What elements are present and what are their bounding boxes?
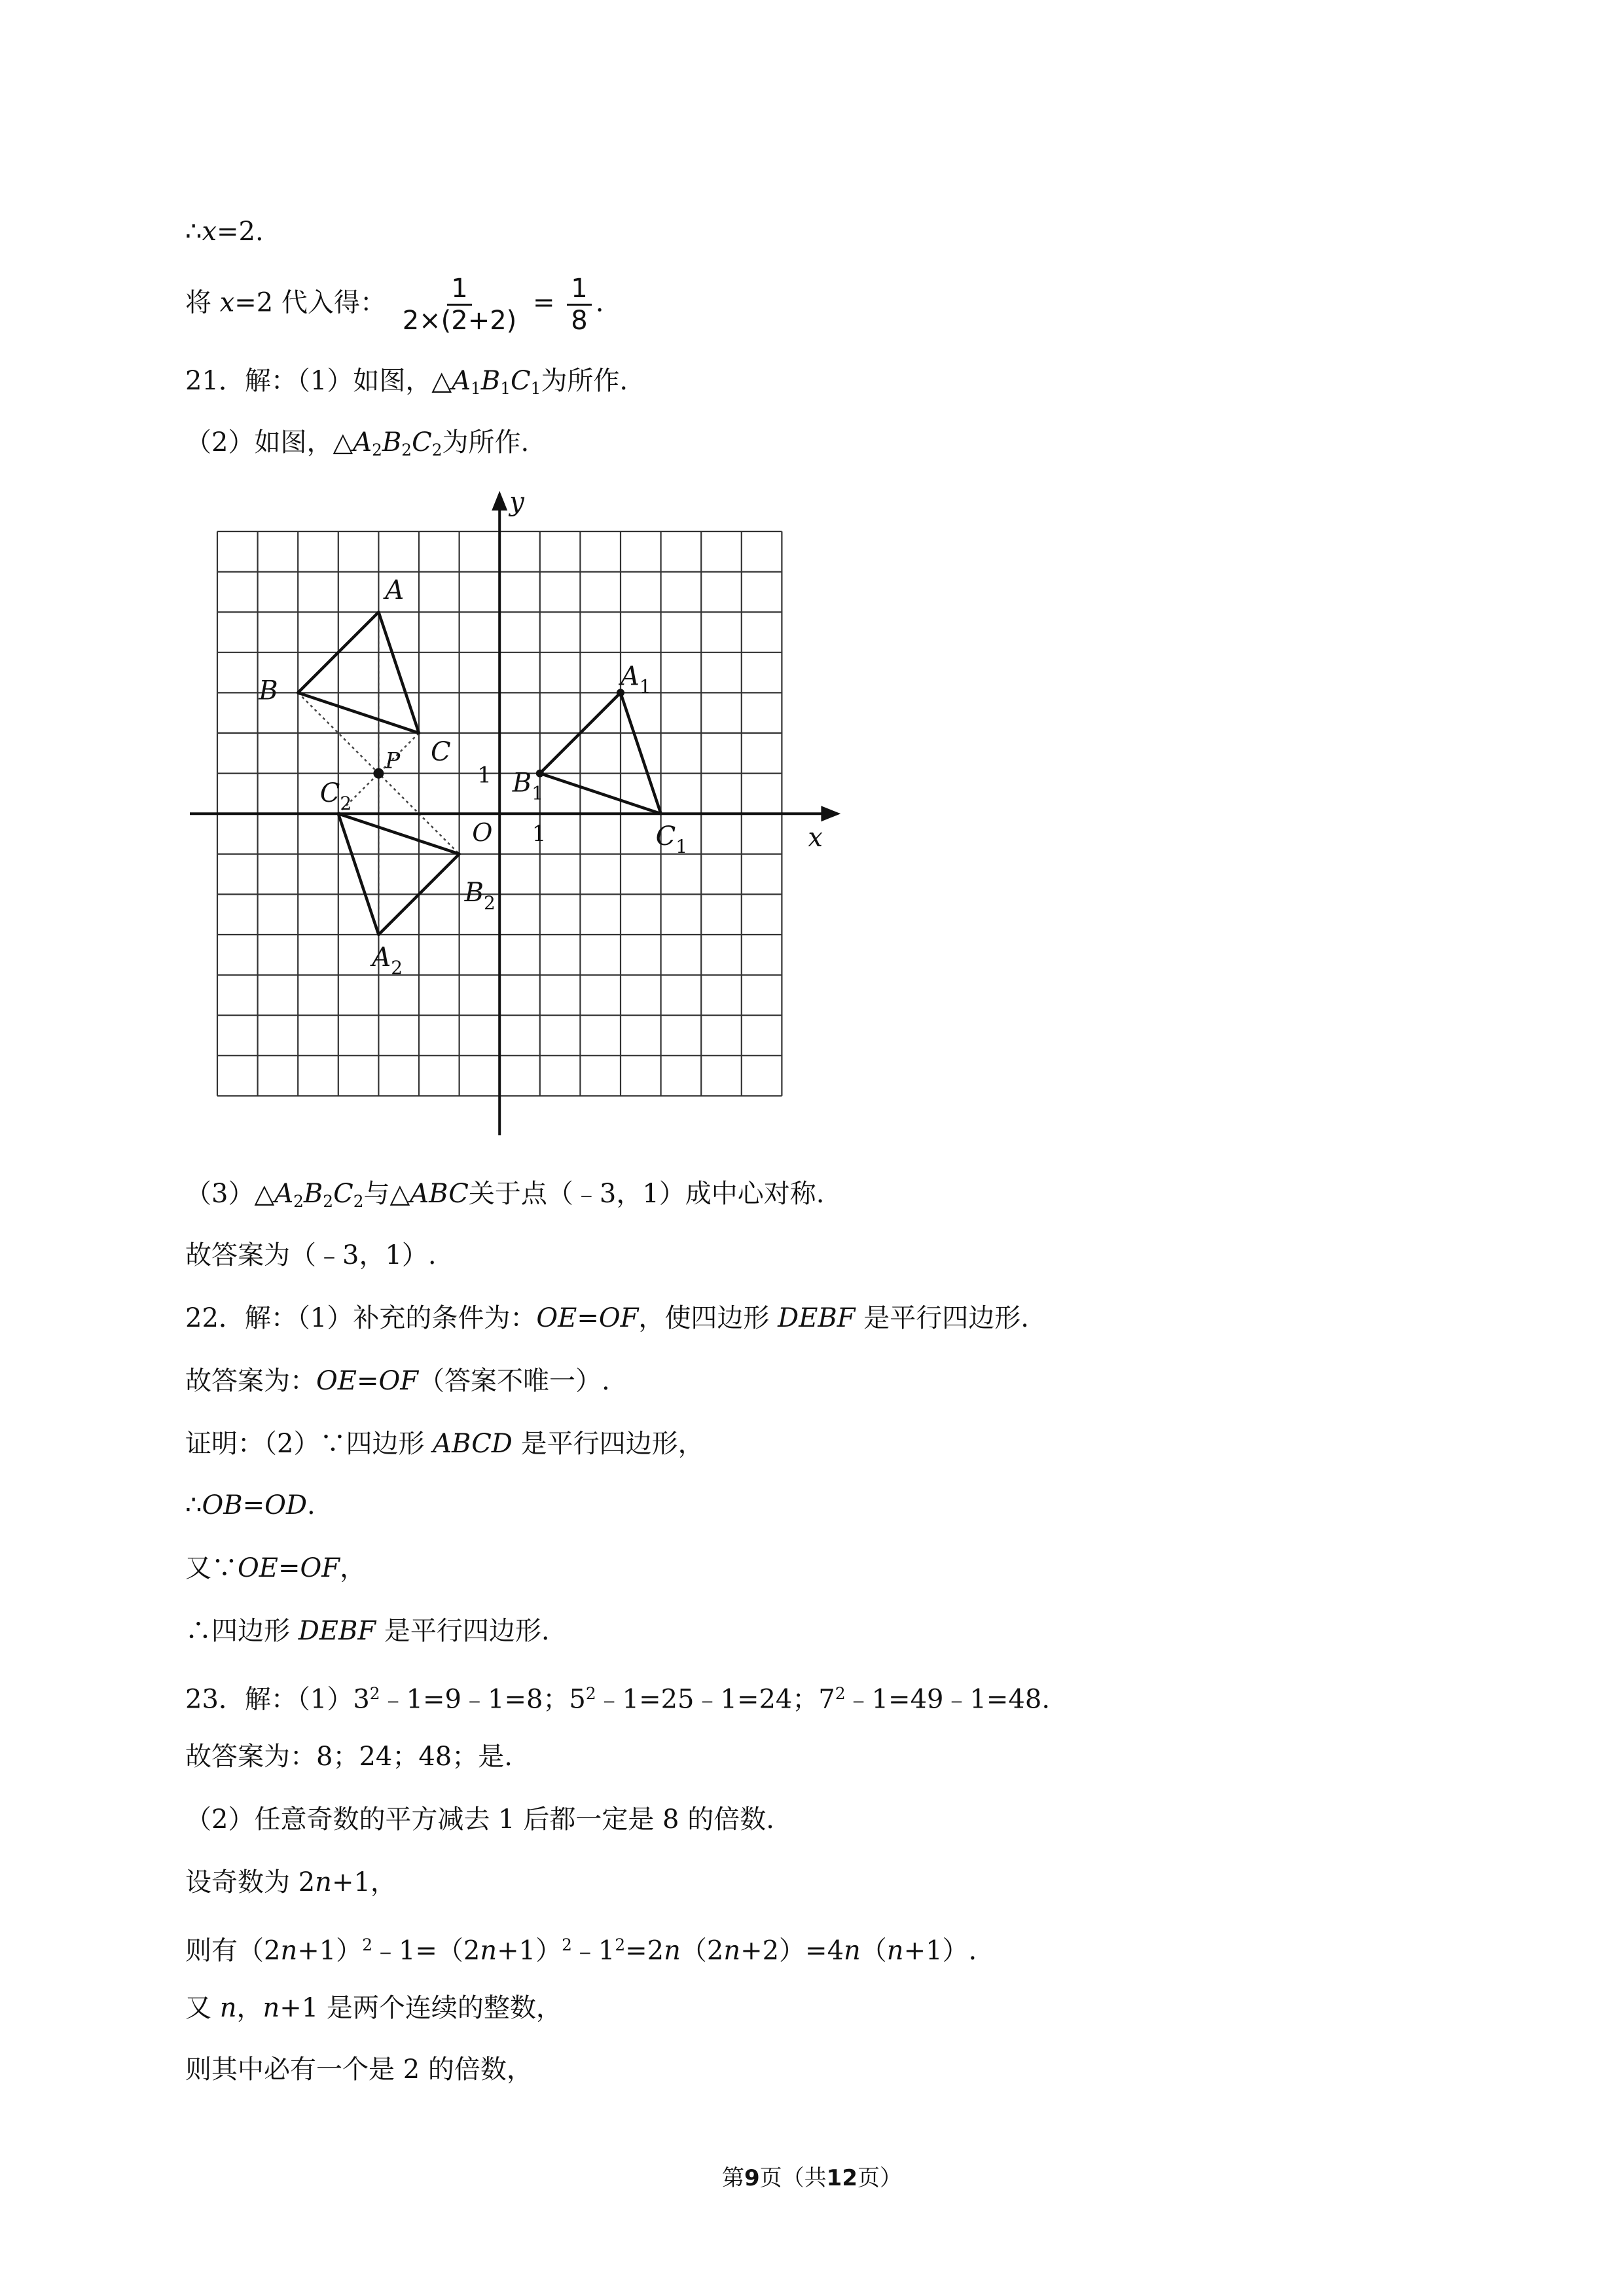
subscript: 2	[372, 440, 382, 459]
denominator: 8	[571, 306, 588, 336]
line-q23-part1	[185, 1676, 1050, 1718]
x-axis-label: x	[808, 823, 823, 853]
text: 设奇数为 2	[185, 1867, 316, 1897]
point-label-c: C	[431, 737, 451, 767]
line-oe-of	[185, 1550, 366, 1587]
text: ∴	[185, 1490, 202, 1520]
point-label-a1: $A_1$	[621, 661, 651, 698]
superscript: 2	[362, 1935, 372, 1954]
point-label-a: A	[385, 575, 405, 606]
origin-label: O	[472, 818, 493, 848]
text: =	[242, 1490, 265, 1520]
text: ∴四边形	[185, 1616, 298, 1646]
text: ﹣1=25﹣1=24；7	[596, 1684, 835, 1715]
var: n	[280, 1935, 298, 1966]
line-ob-od	[185, 1487, 316, 1524]
text: 是平行四边形.	[376, 1616, 550, 1646]
var: B	[480, 366, 501, 396]
text: =2	[625, 1935, 664, 1966]
var: n	[219, 1993, 237, 2023]
text: 关于点（﹣3，1）成中心对称.	[468, 1179, 825, 1209]
text: （答案不唯一）.	[418, 1366, 610, 1396]
line-substitute	[185, 274, 604, 336]
text: +1，	[331, 1867, 397, 1897]
text: .	[307, 1490, 316, 1520]
text: ﹣1=49﹣1=48.	[845, 1684, 1051, 1715]
numerator: 1	[567, 274, 591, 306]
var-x: x	[219, 287, 235, 318]
superscript: 2	[585, 1684, 596, 1703]
triangle-a1b1c1	[540, 692, 661, 814]
line-expand	[185, 1927, 977, 1969]
var: OE	[536, 1303, 577, 1333]
text: =	[357, 1366, 379, 1396]
triangle-abc	[298, 612, 419, 733]
var: OE	[316, 1366, 357, 1396]
var: B	[382, 427, 402, 457]
superscript: 2	[835, 1684, 846, 1703]
text: 为所作.	[541, 366, 628, 396]
text: ﹣1=（2	[372, 1935, 480, 1966]
subscript: 2	[401, 440, 412, 459]
var: C	[412, 427, 432, 457]
line-q23-part2: （2）任意奇数的平方减去 1 后都一定是 8 的倍数.	[185, 1804, 774, 1835]
line-let-odd	[185, 1864, 397, 1901]
var: n	[844, 1935, 861, 1966]
point-b1-dot	[536, 770, 544, 778]
text: 页（共	[759, 2165, 827, 2191]
line-q21-part1	[185, 363, 628, 407]
var: C	[333, 1179, 353, 1209]
var: OE	[238, 1553, 278, 1583]
text: ，使四边形	[638, 1303, 778, 1333]
text: =2.	[217, 217, 264, 247]
text: 第	[722, 2165, 744, 2191]
line-proof-start	[185, 1426, 704, 1462]
text: +1）.	[903, 1935, 977, 1966]
fraction-1	[399, 274, 521, 336]
text: =2 代入得：	[234, 287, 386, 318]
text: .	[595, 287, 604, 318]
text: 又∵	[185, 1553, 238, 1583]
var: DEBF	[298, 1616, 376, 1646]
line-multiple-of-2: 则其中必有一个是 2 的倍数，	[185, 2054, 533, 2085]
point-label-b2: $B_2$	[464, 877, 496, 914]
text: 22．解：（1）补充的条件为：	[185, 1303, 537, 1333]
var: OB	[202, 1490, 243, 1520]
text: ﹣1=9﹣1=8；5	[380, 1684, 586, 1715]
page-number: 9	[744, 2165, 760, 2191]
superscript: 2	[562, 1935, 572, 1954]
var: OF	[598, 1303, 639, 1333]
var: A	[353, 427, 372, 457]
text: 页）	[857, 2165, 902, 2191]
var: n	[886, 1935, 904, 1966]
text: =	[278, 1553, 300, 1583]
text: （2）如图，△	[185, 427, 353, 457]
text: +1）	[497, 1935, 562, 1966]
var: OD	[264, 1490, 308, 1520]
text: ，	[340, 1553, 367, 1583]
text: （2	[680, 1935, 724, 1966]
text: 将	[185, 287, 220, 318]
text: 证明：（2）∵四边形	[185, 1429, 433, 1459]
var: OF	[378, 1366, 419, 1396]
line-consecutive	[185, 1990, 562, 2026]
var: A	[274, 1179, 294, 1209]
tick-label-x-1: 1	[532, 821, 547, 848]
text: 是平行四边形.	[855, 1303, 1029, 1333]
total-pages: 12	[826, 2165, 857, 2191]
line-q21-part2	[185, 424, 529, 469]
x-axis-arrow-icon	[821, 806, 840, 821]
text: 23．解：（1）3	[185, 1684, 370, 1715]
var: A	[452, 366, 471, 396]
text: +1 是两个连续的整数，	[280, 1993, 562, 2023]
text: 与△	[363, 1179, 410, 1209]
var: OF	[300, 1553, 340, 1583]
line-answer-21: 故答案为（﹣3，1）.	[185, 1240, 437, 1270]
superscript: 2	[615, 1935, 626, 1954]
var: B	[303, 1179, 323, 1209]
var: C	[510, 366, 531, 396]
var: DEBF	[778, 1303, 856, 1333]
subscript: 1	[471, 378, 481, 398]
equals-sign: =	[533, 287, 555, 318]
denominator: 2×(2+2)	[402, 306, 517, 336]
var: ABC	[410, 1179, 469, 1209]
text: 故答案为：	[185, 1366, 316, 1396]
line-answer-23: 故答案为：8；24；48；是.	[185, 1742, 513, 1772]
text: 21．解：（1）如图，△	[185, 366, 452, 396]
text: 是平行四边形，	[512, 1429, 704, 1459]
line-q22-part1	[185, 1300, 1029, 1336]
subscript: 2	[353, 1191, 364, 1211]
coordinate-grid-figure	[190, 491, 884, 1139]
page-footer	[0, 2160, 1624, 2192]
numerator: 1	[447, 274, 471, 306]
superscript: 2	[369, 1684, 380, 1703]
subscript: 2	[323, 1191, 334, 1211]
text: 又	[185, 1993, 220, 2023]
point-p-dot	[373, 768, 384, 779]
line-q21-part3	[185, 1175, 825, 1220]
text: =	[577, 1303, 599, 1333]
text: ，	[236, 1993, 263, 2023]
point-label-p: P	[385, 747, 401, 774]
subscript: 2	[431, 440, 442, 459]
tick-label-y-1: 1	[477, 762, 492, 789]
subscript: 2	[293, 1191, 304, 1211]
triangle-a2b2c2	[338, 814, 460, 935]
point-label-b: B	[259, 675, 278, 706]
subscript: 1	[500, 378, 511, 398]
point-label-c2: $C_2$	[319, 778, 352, 815]
y-axis-arrow-icon	[492, 491, 507, 511]
point-label-c1: $C_1$	[655, 821, 688, 858]
text: （3）△	[185, 1179, 275, 1209]
var: n	[480, 1935, 497, 1966]
axes	[190, 491, 840, 1135]
var: n	[723, 1935, 741, 1966]
y-axis-label: y	[509, 491, 524, 517]
text: 则有（2	[185, 1935, 281, 1966]
point-label-a2: $A_2$	[372, 942, 403, 978]
line-answer-22	[185, 1363, 610, 1399]
var: n	[315, 1867, 332, 1897]
therefore-symbol: ∴	[185, 217, 202, 247]
text: +1）	[297, 1935, 363, 1966]
var: ABCD	[433, 1429, 513, 1459]
text: 为所作.	[442, 427, 530, 457]
line-conclusion-22	[185, 1613, 550, 1649]
fraction-2	[567, 274, 591, 336]
line-x-equals-2	[185, 213, 264, 250]
var: n	[664, 1935, 681, 1966]
point-label-b1: $B_1$	[512, 768, 544, 804]
var-x: x	[202, 217, 217, 247]
var: n	[262, 1993, 280, 2023]
subscript: 1	[530, 378, 541, 398]
text: （	[860, 1935, 887, 1966]
text: +2）=4	[740, 1935, 844, 1966]
text: ﹣1	[571, 1935, 615, 1966]
